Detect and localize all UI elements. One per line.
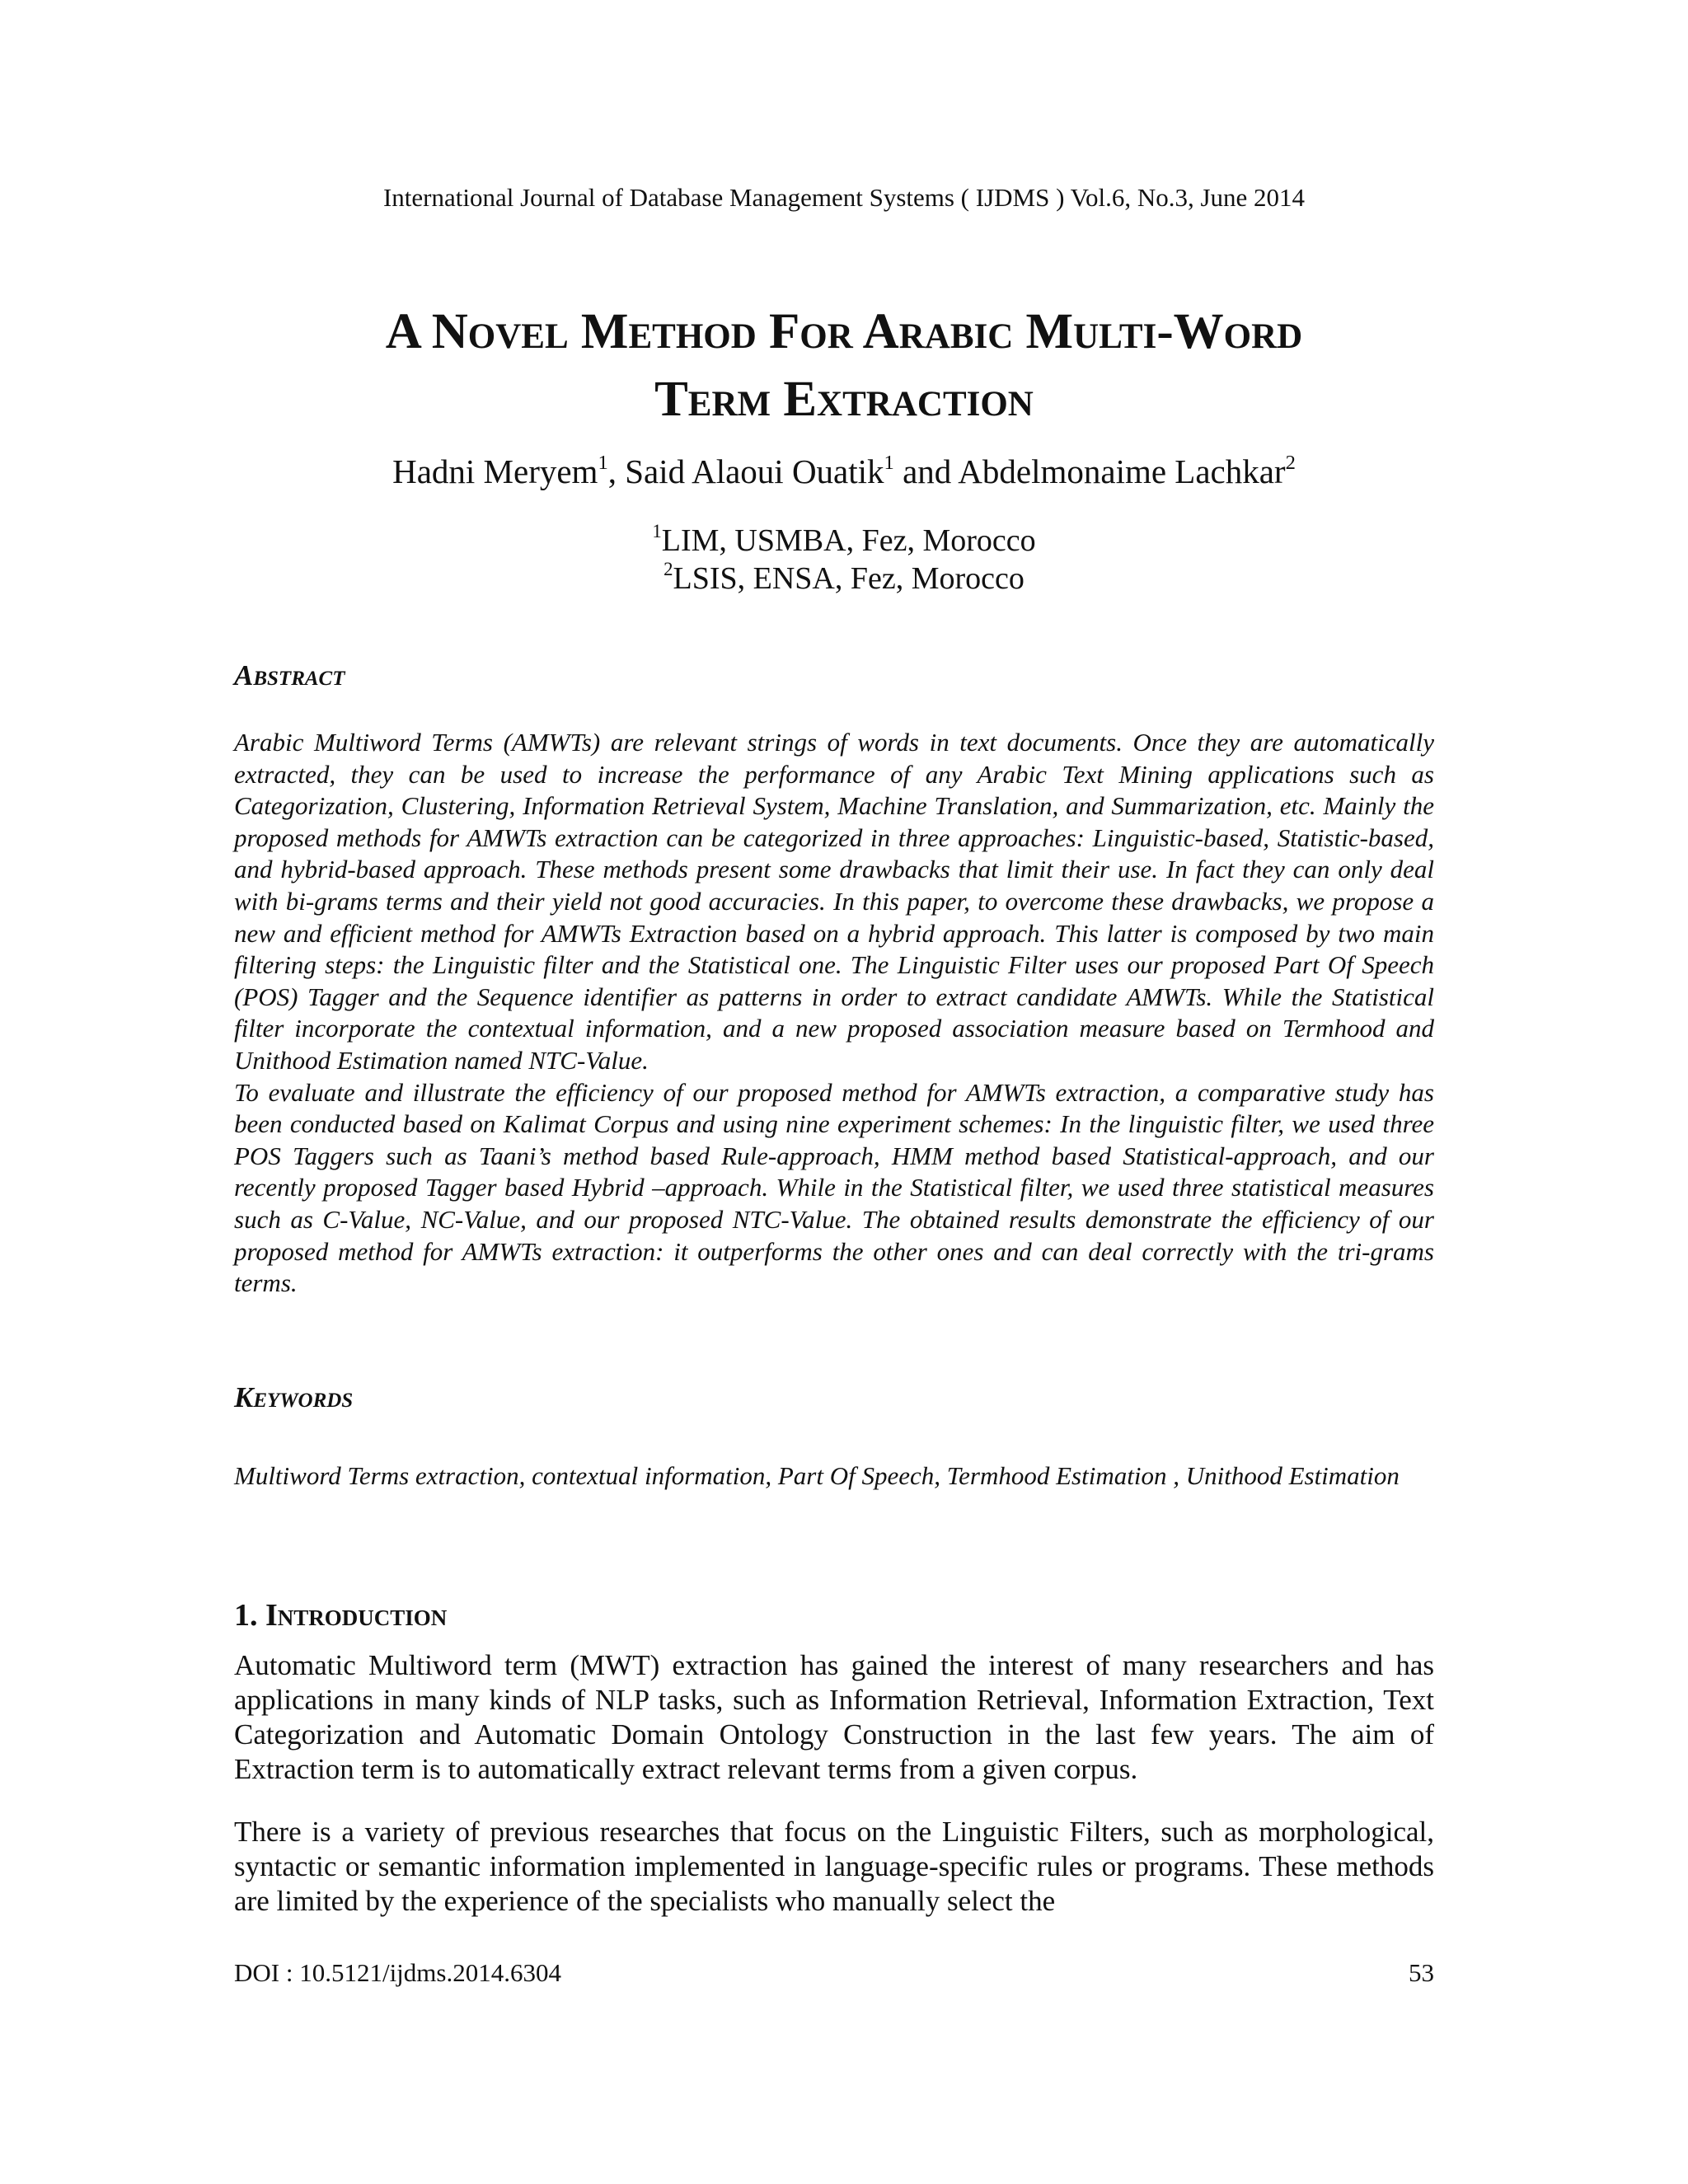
title-line-1: A Novel Method For Arabic Multi-Word	[385, 304, 1303, 359]
doi: DOI : 10.5121/ijdms.2014.6304	[234, 1958, 561, 1987]
page-number: 53	[1409, 1958, 1434, 1987]
affiliation-mark: 2	[663, 559, 673, 580]
affiliation-line	[0, 560, 1688, 598]
abstract-paragraph: Arabic Multiword Terms (AMWTs) are relevant strings of words in text documents. Once they are automatically extracted, they can be used to increase the performance of any Arabic Text Mining applications such as Categorization, Clustering, Information Retrieval System, Machine Translation, and Summarization, etc. Mainly the proposed methods for AMWTs extraction can be categorized in three approaches: Linguistic-based, Statistic-based, and hybrid-based approach. These methods present some drawbacks that limit their use. In fact they can only deal with bi-grams terms and their yield not good accuracies. In this paper, to overcome these drawbacks, we propose a new and efficient method for AMWTs Extraction based on a hybrid approach. This latter is composed by two main filtering steps: the Linguistic filter and the Statistical one. The Linguistic Filter uses our proposed Part Of Speech (POS) Tagger and the Sequence identifier as patterns in order to extract candidate AMWTs. While the Statistical filter incorporate the contextual information, and a new proposed association measure based on Termhood and Unithood Estimation named NTC-Value.	[234, 728, 1434, 1075]
running-header: International Journal of Database Management Systems ( IJDMS ) Vol.6, No.3, June 2014	[382, 183, 1306, 212]
author-name: Abdelmonaime Lachkar	[958, 452, 1286, 490]
affiliation-list	[0, 522, 1688, 598]
affiliation-mark: 1	[652, 521, 662, 542]
title-line-2: Term Extraction	[654, 372, 1034, 427]
abstract-paragraph: To evaluate and illustrate the efficiency of our proposed method for AMWTs extraction, a comparative study has been conducted based on Kalimat Corpus and using nine experiment schemes: In the linguistic filter, we used three POS Taggers such as Taani’s method based Rule-approach, HMM method based Statistical-approach, and our recently proposed Tagger based Hybrid –approach. While in the Statistical filter, we used three statistical measures such as C-Value, NC-Value, and our proposed NTC-Value. The obtained results demonstrate the efficiency of our proposed method for AMWTs extraction: it outperforms the other ones and can deal correctly with the tri-grams terms.	[234, 1077, 1434, 1298]
author-affiliation-mark: 1	[598, 451, 608, 474]
introduction-heading: 1. Introduction	[234, 1598, 448, 1633]
abstract-heading: Abstract	[234, 659, 345, 691]
affiliation-text: LIM, USMBA, Fez, Morocco	[661, 523, 1036, 558]
introduction-paragraph: There is a variety of previous researches that focus on the Linguistic Filters, such as morphological, syntactic or semantic information implemented in language-specific rules or programs. These methods are limited by the experience of the specialists who manually select the	[234, 1816, 1434, 1917]
author-separator: ,	[607, 452, 626, 490]
author-name: Hadni Meryem	[392, 452, 598, 490]
introduction-paragraph: Automatic Multiword term (MWT) extraction has gained the interest of many researchers and has applications in many kinds of NLP tasks, such as Information Retrieval, Information Extraction, Text Categorization and Automatic Domain Ontology Construction in the last few years. The aim of Extraction term is to automatically extract relevant terms from a given corpus.	[234, 1649, 1434, 1785]
page-footer	[234, 1958, 1434, 1988]
keywords-text: Multiword Terms extraction, contextual information, Part Of Speech, Termhood Estimation , Unithood Estimation	[234, 1461, 1400, 1490]
keywords-heading: Keywords	[234, 1381, 354, 1413]
affiliation-text: LSIS, ENSA, Fez, Morocco	[673, 561, 1025, 596]
affiliation-line	[0, 522, 1688, 560]
author-list	[0, 452, 1688, 491]
abstract-body	[234, 727, 1434, 1300]
author-separator: and	[893, 452, 959, 490]
author-affiliation-mark: 1	[884, 451, 894, 474]
author-name: Said Alaoui Ouatik	[625, 452, 884, 490]
paper-title	[0, 298, 1688, 434]
author-affiliation-mark: 2	[1285, 451, 1296, 474]
